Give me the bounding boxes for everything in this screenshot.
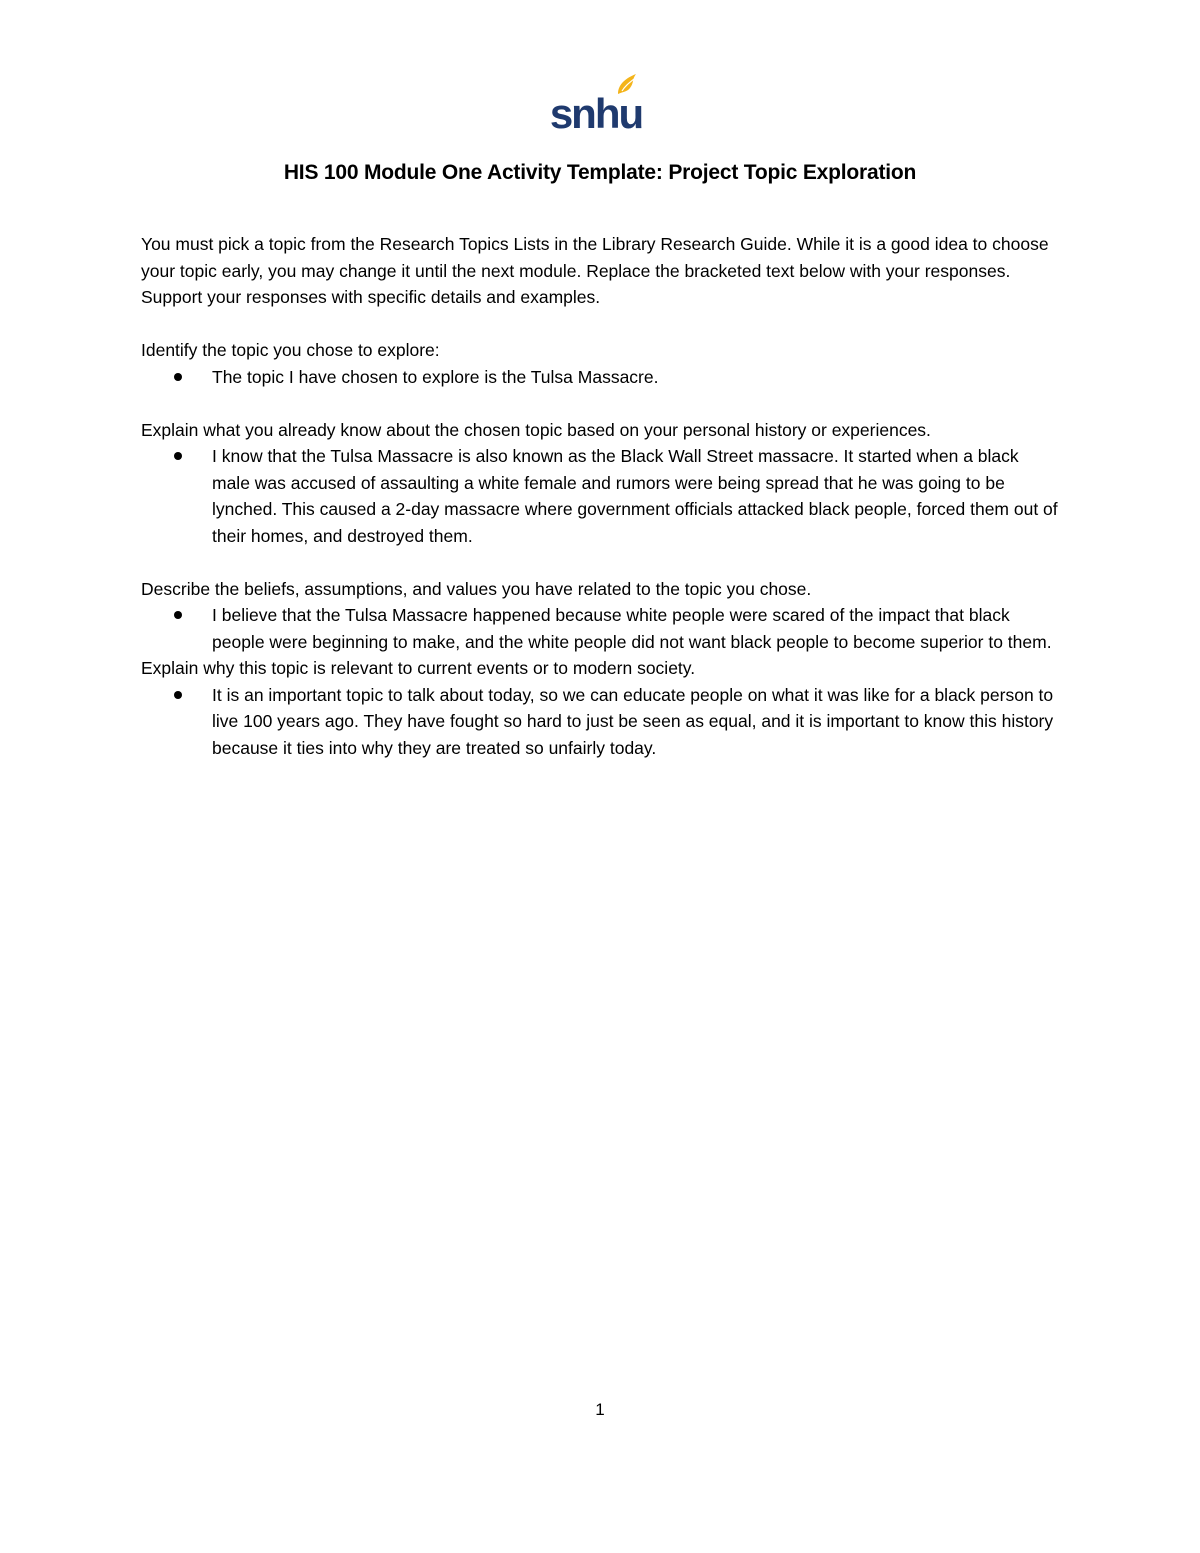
answer-list-beliefs <box>141 602 1061 655</box>
bullet-icon <box>174 691 182 699</box>
bullet-icon <box>174 452 182 460</box>
document-body <box>141 231 1061 788</box>
answer-text: It is an important topic to talk about today, so we can educate people on what it was like for a black person to live 100 years ago. They have fought so hard to just be seen as equal, and it is important to know this history because it ties into why they are treated so unfairly today. <box>212 684 1054 758</box>
document-title: HIS 100 Module One Activity Template: Project Topic Exploration <box>283 161 917 184</box>
bullet-icon <box>174 611 182 619</box>
answer-text: I know that the Tulsa Massacre is also known as the Black Wall Street massacre. It started when a black male was accused of assaulting a white female and rumors were being spread that he was going to be lynched. This caused a 2-day massacre where government officials attacked black people, forced them out of their homes, and destroyed them. <box>212 446 1058 546</box>
answer-text: I believe that the Tulsa Massacre happened because white people were scared of the impact that black people were beginning to make, and the white people did not want black people to become superior to them. <box>212 605 1052 652</box>
bullet-icon <box>174 373 182 381</box>
answer-text: The topic I have chosen to explore is the Tulsa Massacre. <box>212 366 659 387</box>
intro-paragraph: You must pick a topic from the Research Topics Lists in the Library Research Guide. While it is a good idea to choose your topic early, you may change it until the next module. Replace the bracketed text below with your responses. Support your responses with specific details and examples. <box>141 234 1049 307</box>
prompt-beliefs: Describe the beliefs, assumptions, and values you have related to the topic you chose. <box>141 578 812 599</box>
list-item <box>212 602 1061 655</box>
snhu-logo <box>548 70 644 134</box>
page-number: 1 <box>595 1400 605 1419</box>
list-item <box>212 364 1061 391</box>
logo-wordmark: snhu <box>549 90 643 134</box>
list-item <box>212 443 1061 549</box>
answer-list-topic <box>141 364 1061 391</box>
list-item <box>212 682 1061 762</box>
prompt-prior-knowledge: Explain what you already know about the chosen topic based on your personal history or experiences. <box>141 419 931 440</box>
answer-list-prior-knowledge <box>141 443 1061 549</box>
prompt-relevance: Explain why this topic is relevant to current events or to modern society. <box>141 658 696 678</box>
prompt-topic: Identify the topic you chose to explore: <box>141 340 440 360</box>
answer-list-relevance <box>141 682 1061 762</box>
